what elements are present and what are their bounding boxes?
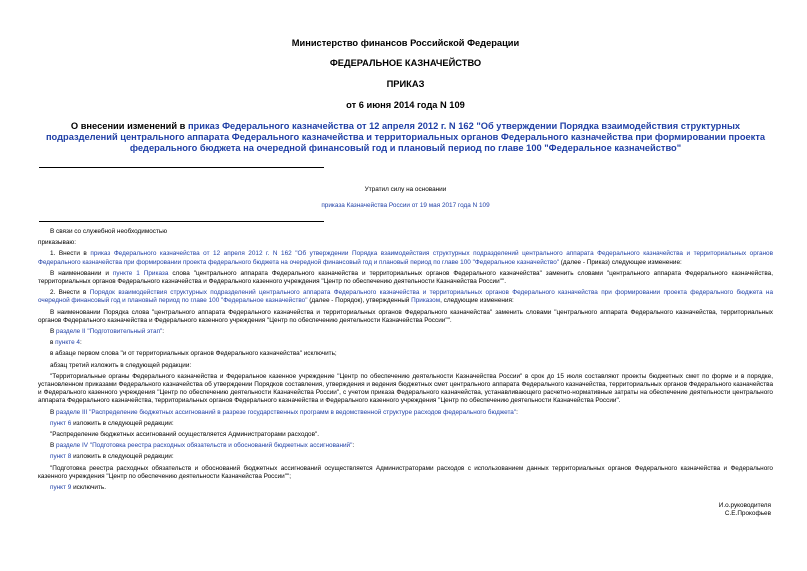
order-link[interactable]: Приказом — [411, 297, 441, 305]
point-8-link[interactable]: пункт 8 — [50, 453, 72, 461]
lost-force-line — [38, 202, 773, 210]
text-fragment: 2. Внести в — [50, 289, 90, 297]
text-fragment: исключить. — [71, 484, 107, 492]
text-fragment: В наименовании и — [50, 269, 113, 277]
text-fragment: слова "центрального аппарата Федерального казначейства и территориальных органов Федерального казначейства" заменить словами "центрального аппарата Федерального казначейства, территориальных органов Федерального казначейства и Федерального казенного учреждения "Центр по обеспечению деятельности Казначейства России"". — [38, 269, 773, 286]
order-162-link[interactable]: приказ Федерального казначейства от 12 апреля 2012 г. N 162 "Об утверждении Порядка взаимодействия структурных подразделений центрального аппарата Федерального казначейства и территориальных органов Федерального казначейства при формировании проекта федерального бюджета на очередной финансовый год и плановый период по главе 100 "Федеральное казначейство" — [38, 250, 774, 266]
paragraph-reason: В связи со служебной необходимостью — [50, 228, 168, 235]
signature-role: И.о.руководителя — [718, 502, 771, 510]
paragraph-quote-1: "Территориальные органы Федерального казначейства и Федеральное казенное учреждение "Центр по обеспечению деятельности Казначейства России" в срок до 15 июля составляют проекты бюджетных смет по форме и в порядке, установленном приказами Федерального казначейства об утверждении Порядков составления, утверждения и ведения бюджетных смет центрального аппарата Федерального казначейства, территориальных органов Федерального казначейства и Федерального казенного учреждения "Центр по обеспечению деятельности Казначейства России", с учетом приказа Федерального казначейства, устанавливающего расчетно-нормативные затраты на обеспечение деятельности центрального аппарата Федерального казначейства, территориальных органов Федерального казначейства и Федерального казенного учреждения "Центр по обеспечению деятельности Казначейства России". — [38, 372, 773, 405]
paragraph-item-1-change — [38, 270, 773, 286]
order-heading: ПРИКАЗ — [386, 79, 425, 89]
signature-block — [38, 502, 773, 518]
title-prefix: О внесении изменений в — [70, 121, 188, 131]
text-fragment: (далее - Приказ) следующее изменение: — [559, 258, 682, 266]
text-fragment: (далее - Порядок), утвержденный — [307, 297, 412, 305]
paragraph-point-9 — [38, 484, 773, 492]
text-fragment: : — [162, 328, 165, 336]
document-title — [38, 121, 773, 154]
text-fragment: В — [50, 408, 57, 416]
paragraph-point-8 — [38, 453, 773, 461]
paragraph-point-4 — [38, 339, 773, 347]
text-fragment: В — [50, 442, 57, 450]
paragraph-section-3 — [38, 409, 773, 417]
text-fragment: : — [352, 442, 355, 450]
text-fragment: 1. Внести в — [50, 250, 91, 258]
title-link[interactable]: приказ Федерального казначейства от 12 апреля 2012 г. N 162 "Об утверждении Порядка взаимодействия структурных подразделений центрального аппарата Федерального казначейства и территориальных органов Федерального казначейства при формировании проекта федерального бюджета на очередной финансовый год и плановый период по главе 100 "Федеральное казначейство" — [45, 121, 766, 153]
paragraph-item-2 — [38, 289, 773, 305]
section-4-link[interactable]: разделе IV "Подготовка реестра расходных обязательств и обоснований бюджетных ассигнований" — [56, 442, 353, 450]
paragraph-quote-3: "Подготовка реестра расходных обязательств и обоснований бюджетных ассигнований осуществляется Администраторами расходов с использованием данных территориальных органов Федерального казначейства и Федерального казенного учреждения "Центр по обеспечению деятельности Казначейства России""; — [38, 464, 773, 480]
ministry-heading: Министерство финансов Российской Федерации — [291, 38, 520, 48]
document-body — [38, 228, 773, 492]
point-6-link[interactable]: пункт 6 — [50, 419, 72, 427]
paragraph-point-6 — [38, 420, 773, 428]
text-fragment: изложить в следующей редакции: — [71, 453, 174, 461]
section-2-link[interactable]: разделе II "Подготовительный этап" — [56, 328, 163, 336]
procedure-link[interactable]: Порядок взаимодействия структурных подразделений центрального аппарата Федерального казначейства и территориальных органов Федерального казначейства при формировании проекта федерального бюджета на очередной финансовый год и плановый период по главе 100 "Федеральное казначейство" — [38, 289, 774, 305]
text-fragment: в — [50, 339, 56, 347]
order-date: от 6 июня 2014 года N 109 — [346, 100, 465, 110]
divider-mid — [39, 221, 324, 222]
lost-force-note: Утратил силу на основании — [364, 186, 447, 193]
paragraph-order: приказываю: — [38, 239, 76, 247]
point-4-link[interactable]: пункте 4 — [55, 339, 80, 347]
text-fragment: изложить в следующей редакции: — [71, 419, 174, 427]
treasury-heading: ФЕДЕРАЛЬНОЕ КАЗНАЧЕЙСТВО — [329, 58, 482, 68]
paragraph-abzac-1: в абзаце первом слова "и от территориальных органов Федерального казначейства" исключить; — [50, 350, 337, 358]
text-fragment: В — [50, 328, 57, 336]
paragraph-item-1 — [38, 250, 773, 266]
paragraph-quote-2: "Распределение бюджетных ассигнований осуществляется Администраторами расходов". — [50, 431, 320, 439]
lost-force-link[interactable]: приказа Казначейства России от 19 мая 2017 года N 109 — [321, 202, 490, 209]
text-fragment: , следующие изменения: — [440, 297, 514, 305]
paragraph-abzac-3: абзац третий изложить в следующей редакции: — [50, 361, 192, 369]
paragraph-title-change: В наименовании Порядка слова "центрального аппарата Федерального казначейства и территориальных органов Федерального казначейства" заменить словами "центрального аппарата Федерального казначейства, территориальных органов Федерального казначейства и Федерального казенного учреждения "Центр по обеспечению деятельности Казначейства России"". — [38, 308, 773, 324]
divider-top — [39, 167, 324, 168]
section-3-link[interactable]: разделе III "Распределение бюджетных ассигнований в разрезе государственных программ в ведомственной структуре расходов федерального бюджета" — [56, 408, 517, 416]
signature-name: С.Е.Прокофьев — [724, 510, 771, 518]
point-9-link[interactable]: пункт 9 — [50, 484, 72, 492]
text-fragment: : — [79, 339, 82, 347]
paragraph-section-2 — [38, 328, 773, 336]
order-point-1-link[interactable]: пункте 1 Приказа — [112, 269, 169, 277]
paragraph-section-4 — [38, 442, 773, 450]
text-fragment: : — [516, 408, 518, 416]
